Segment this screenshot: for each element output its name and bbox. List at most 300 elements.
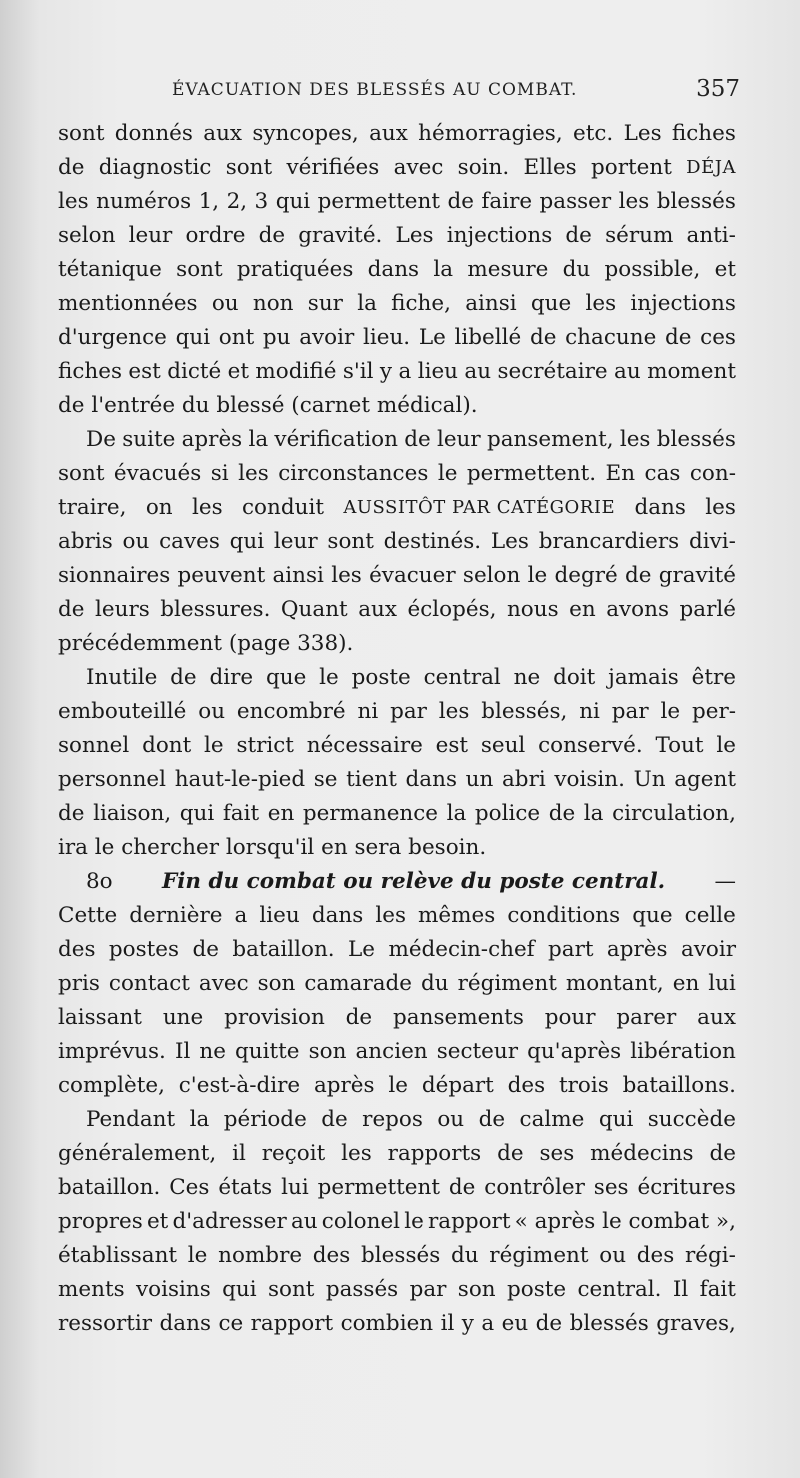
word: de (664, 325, 692, 350)
word: Ces (169, 1175, 210, 1200)
word: Tout (655, 733, 704, 758)
word: de (321, 1107, 348, 1132)
word: pansements (393, 1005, 524, 1030)
word: ainsi (465, 291, 517, 316)
word: ne (199, 1039, 226, 1064)
word: ordre (185, 223, 246, 248)
word: de (548, 801, 576, 826)
word: leur (436, 427, 481, 452)
word: fait (222, 801, 260, 826)
word: et (227, 359, 249, 384)
word: que (632, 903, 673, 928)
word: lieu. (362, 325, 411, 350)
word: reçoit (261, 1141, 326, 1166)
word: le (437, 461, 458, 486)
word: bataillon. (58, 1175, 161, 1200)
word: 2, (226, 189, 248, 214)
word: calme (519, 1107, 585, 1132)
word: combien (340, 1311, 434, 1336)
word: dans (405, 767, 457, 792)
word: donnés (114, 121, 193, 146)
word: blessés (656, 427, 736, 452)
word: celle (684, 903, 736, 928)
word: s'il (342, 359, 374, 384)
word: son (457, 1277, 496, 1302)
word: de (345, 1005, 373, 1030)
word: 3 (254, 189, 269, 214)
word: évacuer (369, 563, 456, 588)
word: de (58, 801, 85, 826)
text-line (58, 1069, 736, 1103)
text-line (58, 559, 736, 593)
word: régiment (489, 1243, 589, 1268)
word: imprévus. (58, 1039, 166, 1064)
word: aux (697, 1005, 736, 1030)
word: de l'entrée du blessé (carnet médical). (58, 393, 478, 418)
word: selon (58, 223, 116, 248)
text-body (58, 117, 736, 1341)
word: rapports (387, 1141, 482, 1166)
word: De (86, 427, 116, 452)
word: Le (348, 937, 376, 962)
word: si (210, 461, 229, 486)
word: des (507, 1073, 546, 1098)
word: montant, (565, 971, 664, 996)
word: ni (357, 699, 379, 724)
word: dicté (167, 359, 222, 384)
word: cas (644, 461, 681, 486)
word: rapport (427, 1209, 511, 1234)
word: diagnostic (98, 155, 212, 180)
text-line (58, 1205, 736, 1239)
word: peuvent (177, 563, 266, 588)
word: permettent. (466, 461, 597, 486)
word: qui (175, 325, 211, 350)
word: une (162, 1005, 204, 1030)
word: Cette (58, 903, 118, 928)
text-line (58, 321, 736, 355)
word: médecin-chef (388, 937, 535, 962)
word: passer (539, 189, 612, 214)
word: éclopés, (407, 597, 497, 622)
word: de (58, 597, 85, 622)
word: le (660, 699, 681, 724)
word: les (585, 291, 617, 316)
text-line (58, 899, 736, 933)
word: pris (58, 971, 100, 996)
word: Les (395, 223, 434, 248)
word: laissant (58, 1005, 142, 1030)
word: son (308, 1039, 347, 1064)
word: la (189, 1107, 210, 1132)
word: colonel (321, 1209, 401, 1234)
word: la (433, 257, 454, 282)
word: poste (351, 665, 411, 690)
word: le (388, 1073, 408, 1098)
word: du (562, 257, 591, 282)
word: Inutile (86, 665, 158, 690)
word: les (238, 461, 269, 486)
word: au (614, 359, 641, 384)
word: de (447, 189, 474, 214)
word: qu'après (527, 1039, 622, 1064)
word: dans (311, 903, 364, 928)
word: départ (421, 1073, 494, 1098)
word: y (379, 359, 393, 384)
word: leur (128, 223, 173, 248)
word: Il (174, 1039, 191, 1064)
word: ni (579, 699, 600, 724)
word: aux (203, 121, 243, 146)
word: pu (262, 325, 291, 350)
word: permettent (317, 189, 441, 214)
word: liaison, (93, 801, 172, 826)
word: leur (273, 529, 318, 554)
word: doit (553, 665, 596, 690)
word: fiche, (391, 291, 451, 316)
word: 1, (198, 189, 220, 214)
word: Le (418, 325, 446, 350)
word: avec (198, 971, 249, 996)
word: caves (159, 529, 220, 554)
word: blessés, (481, 699, 568, 724)
word: régiment (457, 971, 557, 996)
word: Les (490, 529, 529, 554)
word: conduit (242, 495, 324, 520)
running-title: ÉVACUATION DES BLESSÉS AU COMBAT. (172, 80, 578, 100)
word: postes (108, 937, 180, 962)
word: fait (699, 1277, 736, 1302)
word: graves, (656, 1311, 736, 1336)
word: les (619, 427, 651, 452)
word: sont (267, 1277, 315, 1302)
word: la (583, 801, 604, 826)
word: brancardiers (538, 529, 680, 554)
word: blessés (361, 1243, 441, 1268)
word: permanence (302, 801, 439, 826)
text-line (58, 967, 736, 1001)
word: de (535, 1311, 563, 1336)
word: libellé (454, 325, 522, 350)
word: établissant (58, 1243, 178, 1268)
word: après (181, 427, 243, 452)
word: police (474, 801, 541, 826)
word: des (636, 1243, 675, 1268)
word: période (223, 1107, 307, 1132)
word: eu (501, 1311, 529, 1336)
word: voisin. (554, 767, 625, 792)
word: propres (58, 1209, 143, 1234)
text-line (58, 865, 736, 899)
word: central (423, 665, 501, 690)
word: d'adresser (172, 1209, 287, 1234)
word: DÉJA (686, 157, 736, 178)
word: bataillons. (622, 1073, 736, 1098)
word: sont (225, 155, 273, 180)
word: sont (58, 461, 105, 486)
word: par (390, 699, 427, 724)
word: de (58, 155, 85, 180)
word: lieu (259, 903, 300, 928)
word: Fin du combat ou relève du poste central. (161, 869, 666, 894)
word: avec (393, 155, 444, 180)
word: et (714, 257, 736, 282)
word: moment (647, 359, 736, 384)
word: AUSSITÔT PAR CATÉGORIE (343, 497, 616, 518)
text-line (58, 219, 736, 253)
word: ses (539, 1141, 575, 1166)
word: en (672, 971, 700, 996)
word: gravité. (298, 223, 383, 248)
word: succède (647, 1107, 736, 1132)
word: parlé (679, 597, 736, 622)
word: fiches (58, 359, 122, 384)
word: le (319, 665, 339, 690)
text-line (58, 457, 736, 491)
word: vérification (274, 427, 398, 452)
word: généralement, (58, 1141, 217, 1166)
word: En (605, 461, 636, 486)
word: voisins (136, 1277, 211, 1302)
word: la (446, 801, 467, 826)
word: injections (630, 291, 736, 316)
word: tétanique (58, 257, 162, 282)
word: aux (358, 597, 397, 622)
word: chacune (565, 325, 657, 350)
word: par (611, 699, 649, 724)
word: Quant (280, 597, 348, 622)
word: ments (58, 1277, 125, 1302)
word: provision (224, 1005, 325, 1030)
word: sérum (605, 223, 674, 248)
word: modifié (255, 359, 337, 384)
word: abri (501, 767, 546, 792)
word: anti- (686, 223, 736, 248)
word: con- (689, 461, 736, 486)
word: contact (108, 971, 190, 996)
word: ainsi (272, 563, 324, 588)
word: jamais (608, 665, 679, 690)
word: camarade (304, 971, 413, 996)
word: est (128, 359, 161, 384)
word: dernière (129, 903, 223, 928)
word: avoir (299, 325, 355, 350)
word: de (448, 1175, 476, 1200)
word: de (565, 223, 592, 248)
word: le (527, 563, 548, 588)
word: lui (281, 1175, 309, 1200)
word: parer (616, 1005, 677, 1030)
word: injections (446, 223, 553, 248)
word: les (705, 495, 736, 520)
word: fiches (671, 121, 736, 146)
word: bataillon. (232, 937, 335, 962)
word: ressortir (58, 1311, 153, 1336)
text-line (58, 593, 736, 627)
word: sur (307, 291, 343, 316)
word: de (624, 563, 652, 588)
word: leurs (95, 597, 150, 622)
word: numéros (96, 189, 192, 214)
word: les (331, 563, 362, 588)
word: dans (634, 495, 686, 520)
word: secrétaire (497, 359, 608, 384)
word: traire, (58, 495, 127, 520)
text-line (58, 1307, 736, 1341)
word: hémorragies, (418, 121, 563, 146)
word: dans (367, 257, 420, 282)
word: selon (462, 563, 521, 588)
word: de (170, 665, 197, 690)
word: dont (142, 733, 192, 758)
word: écritures (637, 1175, 736, 1200)
word: ou (599, 1243, 627, 1268)
word: de (404, 427, 431, 452)
word: dire (209, 665, 254, 690)
word: non (252, 291, 294, 316)
word: avons (606, 597, 669, 622)
word: — (714, 869, 736, 894)
word: le (204, 733, 224, 758)
word: ancien (355, 1039, 428, 1064)
text-line (58, 1171, 736, 1205)
word: 8o (86, 869, 113, 894)
word: ce (218, 1311, 244, 1336)
word: circonstances (278, 461, 429, 486)
word: poste (506, 1277, 567, 1302)
word: lui (708, 971, 736, 996)
word: blessures. (160, 597, 271, 622)
text-line (58, 1273, 736, 1307)
word: Elles (523, 155, 577, 180)
text-line (58, 661, 736, 695)
word: un (465, 767, 494, 792)
word: personnel (58, 767, 167, 792)
word: le (716, 733, 736, 758)
word: complète, (58, 1073, 165, 1098)
word: rapport (250, 1311, 334, 1336)
word: strict (236, 733, 294, 758)
word: de (497, 1141, 524, 1166)
text-line (58, 423, 736, 457)
word: nous (506, 597, 559, 622)
word: c'est-à-dire (178, 1073, 301, 1098)
word: après (606, 937, 668, 962)
word: mêmes (418, 903, 496, 928)
word: en (569, 597, 596, 622)
word: libération (630, 1039, 736, 1064)
word: degré (554, 563, 618, 588)
text-line (58, 933, 736, 967)
word: conservé. (538, 733, 643, 758)
word: il (232, 1141, 246, 1166)
word: au (290, 1209, 318, 1234)
word: médecins (590, 1141, 694, 1166)
word: que (265, 665, 307, 690)
word: la (357, 291, 377, 316)
word: régi- (685, 1243, 736, 1268)
word: son (257, 971, 296, 996)
word: syncopes, (252, 121, 359, 146)
word: ses (593, 1175, 629, 1200)
text-line (58, 1035, 736, 1069)
word: nécessaire (306, 733, 423, 758)
word: d'urgence (58, 325, 167, 350)
word: passés (325, 1277, 399, 1302)
word: per- (691, 699, 736, 724)
text-line (58, 763, 736, 797)
word: sionnaires (58, 563, 171, 588)
word: tient (346, 767, 397, 792)
word: précédemment (page 338). (58, 631, 354, 656)
word: contrôler (484, 1175, 585, 1200)
word: de (192, 937, 219, 962)
word: qui (229, 529, 265, 554)
word: y (461, 1311, 474, 1336)
word: du (421, 971, 449, 996)
text-line (58, 695, 736, 729)
text-line (58, 287, 736, 321)
word: destinés. (383, 529, 482, 554)
word: évacués (113, 461, 202, 486)
word: a (234, 903, 248, 928)
text-line (58, 1001, 736, 1035)
word: central. (577, 1277, 662, 1302)
word: secteur (436, 1039, 518, 1064)
word: il (440, 1311, 455, 1336)
word: encombré (236, 699, 346, 724)
word: agent (674, 767, 736, 792)
word: qui (275, 189, 311, 214)
text-line (58, 1239, 736, 1273)
word: qui (222, 1277, 257, 1302)
word: les (192, 495, 223, 520)
word: et (146, 1209, 169, 1234)
word: part (548, 937, 594, 962)
text-line (58, 355, 736, 389)
word: mentionnées (58, 291, 198, 316)
word: ont (218, 325, 255, 350)
text-line (58, 831, 736, 865)
word: est (435, 733, 469, 758)
word: états (218, 1175, 273, 1200)
word: ou (122, 529, 150, 554)
word: les (438, 699, 470, 724)
word: au (464, 359, 492, 384)
word: Les (623, 121, 662, 146)
text-line (58, 253, 736, 287)
word: nombre (218, 1243, 303, 1268)
word: Il (672, 1277, 689, 1302)
text-line (58, 151, 736, 185)
word: ne (513, 665, 541, 690)
text-line (58, 185, 736, 219)
word: mesure (467, 257, 549, 282)
word: aux (369, 121, 408, 146)
text-line (58, 525, 736, 559)
word: les (341, 1141, 372, 1166)
word: a (481, 1311, 495, 1336)
word: a (398, 359, 412, 384)
word: qui (179, 801, 215, 826)
word: gravité (658, 563, 736, 588)
word: possible, (604, 257, 701, 282)
word: ira le chercher lorsqu'il en sera besoin. (58, 835, 487, 860)
word: après (313, 1073, 375, 1098)
word: haut-le-pied (174, 767, 306, 792)
word: circulation, (612, 801, 736, 826)
text-line (58, 1103, 736, 1137)
